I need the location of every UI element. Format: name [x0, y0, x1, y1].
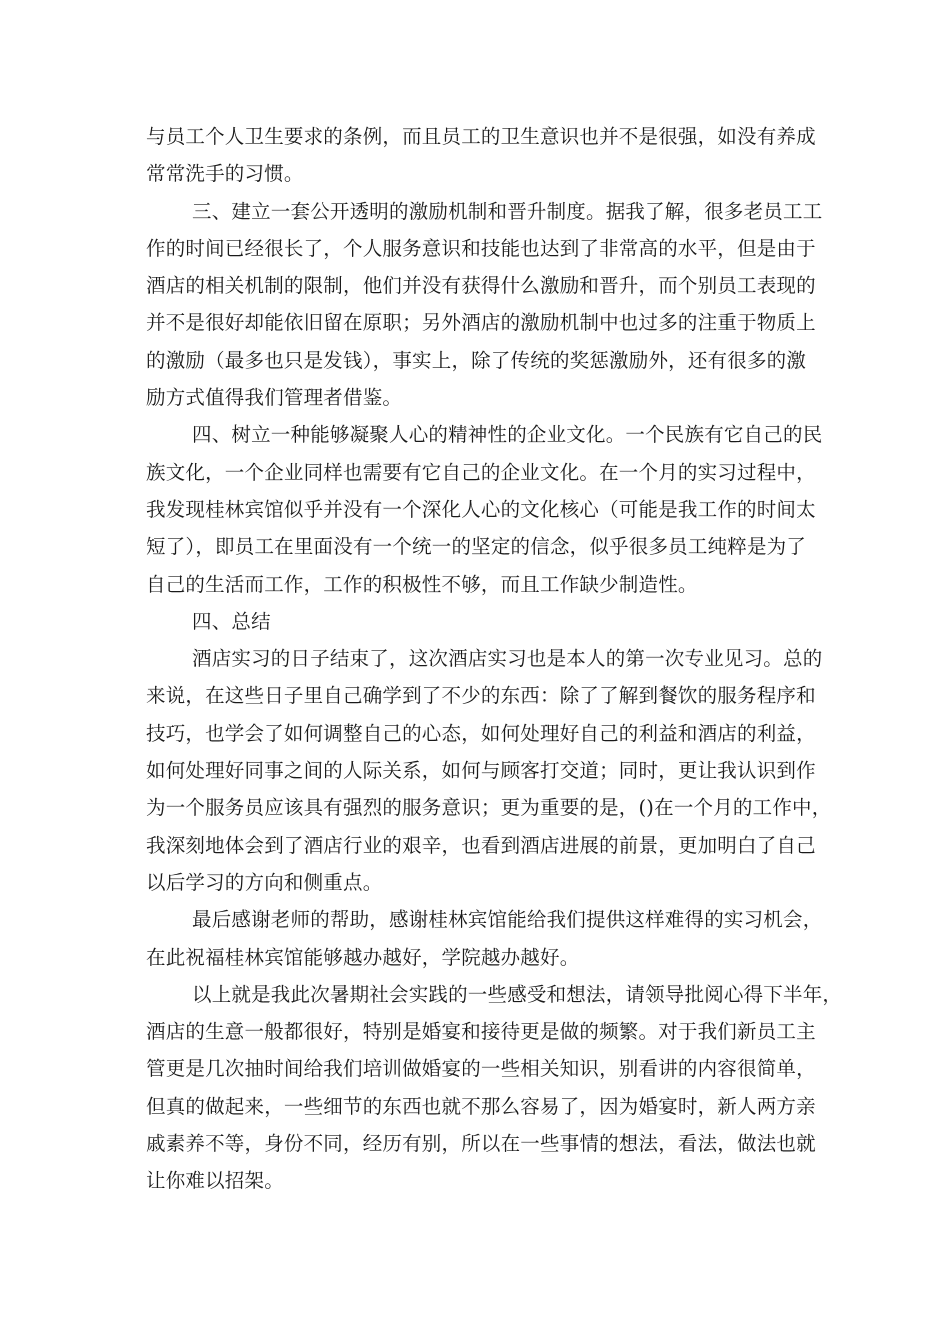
document-body: [146, 118, 843, 1200]
text-line: 让你难以招架。: [146, 1169, 284, 1193]
text-line: 三、建立一套公开透明的激励机制和晋升制度。据我了解，很多老员工工: [192, 199, 823, 223]
text-line: 酒店的相关机制的限制，他们并没有获得什么激励和晋升，而个别员工表现的: [146, 274, 816, 298]
text-line: 在此祝福桂林宾馆能够越办越好，学院越办越好。: [146, 945, 580, 969]
text-line: 最后感谢老师的帮助，感谢桂林宾馆能给我们提供这样难得的实习机会，: [192, 908, 823, 932]
text-line: 管更是几次抽时间给我们培训做婚宴的一些相关知识，别看讲的内容很简单，: [146, 1057, 816, 1081]
text-line: 酒店的生意一般都很好，特别是婚宴和接待更是做的频繁。对于我们新员工主: [146, 1020, 816, 1044]
text-line: 短了），即员工在里面没有一个统一的坚定的信念，似乎很多员工纯粹是为了: [146, 535, 807, 559]
text-line: 以上就是我此次暑期社会实践的一些感受和想法，请领导批阅心得下半年，: [192, 982, 843, 1006]
text-line: 来说，在这些日子里自己确学到了不少的东西：除了了解到餐饮的服务程序和: [146, 684, 816, 708]
text-line: 作的时间已经很长了，个人服务意识和技能也达到了非常高的水平，但是由于: [146, 236, 816, 260]
text-line: 常常洗手的习惯。: [146, 162, 304, 186]
text-line: 我深刻地体会到了酒店行业的艰辛，也看到酒店进展的前景，更加明白了自己: [146, 833, 816, 857]
text-line: 我发现桂林宾馆似乎并没有一个深化人心的文化核心（可能是我工作的时间太: [146, 497, 816, 521]
text-line: 技巧，也学会了如何调整自己的心态，如何处理好自己的利益和酒店的利益，: [146, 721, 816, 745]
text-line: 四、总结: [192, 609, 271, 633]
text-line: 如何处理好同事之间的人际关系，如何与顾客打交道；同时，更让我认识到作: [146, 759, 816, 783]
text-line: 自己的生活而工作，工作的积极性不够，而且工作缺少制造性。: [146, 572, 698, 596]
text-line: 为一个服务员应该具有强烈的服务意识；更为重要的是，()在一个月的工作中，: [146, 796, 832, 820]
text-line: 戚素养不等，身份不同，经历有别，所以在一些事情的想法，看法，做法也就: [146, 1132, 816, 1156]
text-line: 的激励（最多也只是发钱），事实上，除了传统的奖惩激励外，还有很多的激: [146, 348, 807, 372]
text-line: 四、树立一种能够凝聚人心的精神性的企业文化。一个民族有它自己的民: [192, 423, 823, 447]
text-line: 以后学习的方向和侧重点。: [146, 870, 383, 894]
text-line: 与员工个人卫生要求的条例，而且员工的卫生意识也并不是很强，如没有养成: [146, 125, 816, 148]
text-line: 酒店实习的日子结束了，这次酒店实习也是本人的第一次专业见习。总的: [192, 647, 823, 671]
text-line: 族文化，一个企业同样也需要有它自己的企业文化。在一个月的实习过程中，: [146, 460, 816, 484]
text-line: 但真的做起来，一些细节的东西也就不那么容易了，因为婚宴时，新人两方亲: [146, 1094, 816, 1118]
text-line: 励方式值得我们管理者借鉴。: [146, 386, 403, 410]
text-line: 并不是很好却能依旧留在原职；另外酒店的激励机制中也过多的注重于物质上: [146, 311, 816, 335]
